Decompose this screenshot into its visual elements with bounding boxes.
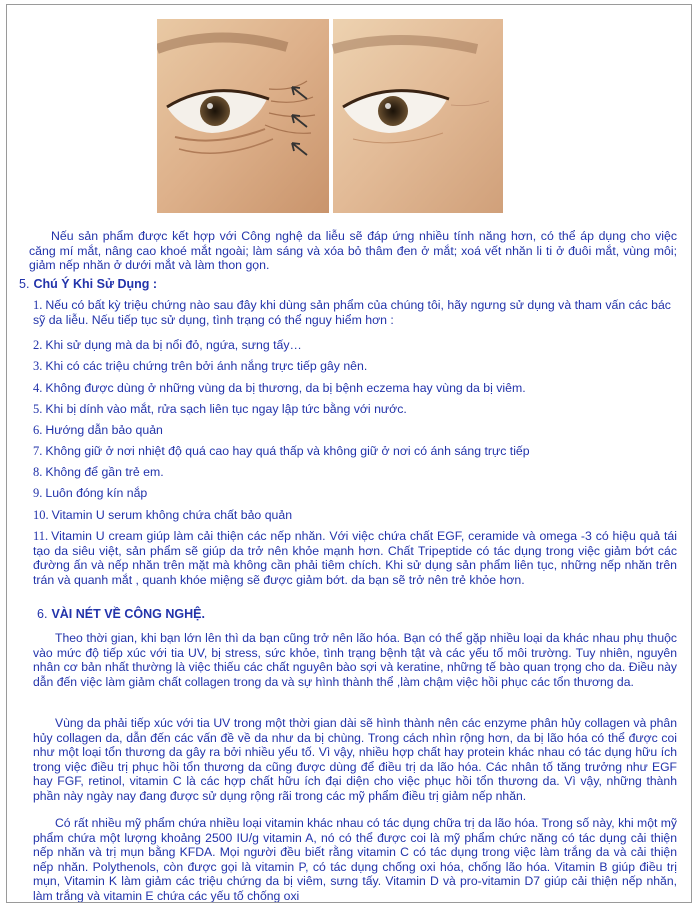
list-item: 6. Hướng dẫn bảo quản: [33, 423, 163, 437]
list-item: 7. Không giữ ở nơi nhiệt độ quá cao hay quá thấp và không giữ ở nơi có ánh sáng trực tiếp: [33, 444, 530, 458]
list-item: 11. Vitamin U cream giúp làm cải thiện các nếp nhăn. Với việc chứa chất EGF, ceramide và omega -3 có hiệu quả tái tạo da siêu việt, sản phẩm sẽ giúp da trở nên khỏe mạnh hơn. Chất Tripeptide có tác dụng trong việc giảm bớt các đường ấn và nếp nhăn trên mặt mà không cần phải tiêm chích. Khi sử dụng sản phẩm liên tục, những nếp nhăn trên trán và quanh mắt , quanh khóe miệng sẽ được giảm bớt. da bạn sẽ trở nên trẻ khỏe hơn.: [33, 529, 677, 587]
before-after-eye-image: [157, 19, 503, 213]
document-page: [6, 4, 692, 903]
list-item: 2. Khi sử dụng mà da bị nổi đỏ, ngứa, sưng tấy…: [33, 338, 302, 352]
body-paragraph: Theo thời gian, khi bạn lớn lên thì da bạn cũng trở nên lão hóa. Bạn có thể gặp nhiều loại da khác nhau phụ thuộc vào mức độ tiếp xúc với tia UV, bị stress, sức khỏe, tình trạng bệnh tật và các yếu tố môi trường. Tuy nhiên, nguyên nhân cơ bản nhất thường là việc thiếu các chất nguyên bào sợi và keratine, những tế bào quan trọng cho da. Điều này dẫn đến việc làm giảm chất collagen trong da và sự hình thành thể ,làm chậm việc hồi phục các tổn thương da.: [33, 631, 677, 689]
section-6-number: 6.: [37, 607, 48, 621]
section-6-title: VÀI NÉT VỀ CÔNG NGHỆ.: [51, 607, 205, 621]
list-item: 8. Không để gần trẻ em.: [33, 465, 164, 479]
intro-paragraph: Nếu sản phẩm được kết hợp với Công nghệ da liễu sẽ đáp ứng nhiều tính năng hơn, có thể áp dụng cho việc căng mí mắt, nâng cao khoé mắt ngoài; làm sáng và xóa bỏ thâm đen ở mắt; xoá vết nhăn li ti ở đuôi mắt, vùng môi; giảm nếp nhăn ở dưới mắt và làm thon gọn.: [29, 229, 677, 273]
list-item: 9. Luôn đóng kín nắp: [33, 486, 148, 500]
list-item: 4. Không được dùng ở những vùng da bị thương, da bị bệnh eczema hay vùng da bị viêm.: [33, 381, 526, 395]
section-5-number: 5.: [19, 277, 30, 291]
body-paragraph: Vùng da phải tiếp xúc với tia UV trong một thời gian dài sẽ hình thành nên các enzyme phân hủy collagen và phân hủy collagen da, dẫn đến các vấn đề về da như da bị chùng. Trong cách nhìn rộng hơn, da bị lão hóa có thể được coi như một loại tổn thương da gây ra bởi nhiều yếu tố. Vì vậy, nhiều hợp chất hay protein khác nhau có tác dụng hữu ích trong việc điều trị phục hồi tổn thương da cũng được dùng để điều trị da lão hóa. Các nhân tố tăng trưởng như EGF hay FGF, retinol, vitamin C là các hợp chất hữu ích đại diện cho việc phục hồi tổn thương da. Vì vậy, những thành phần này ngày nay đang được sử dụng rộng rãi trong các mỹ phẩm điều trị giảm nếp nhăn.: [33, 716, 677, 803]
body-paragraph: Có rất nhiều mỹ phẩm chứa nhiều loại vitamin khác nhau có tác dụng chữa trị da lão hóa. Trong số này, khi một mỹ phẩm chứa một lượng khoảng 2500 IU/g vitamin A, nó có thể được coi là mỹ phẩm chức năng có tác dụng cải thiện nếp nhăn và trị mụn bằng KFDA. Mọi người đều biết rằng vitamin C có tác dụng trong việc làm trắng da và cải thiện nếp nhăn. Polythenols, còn được gọi là vitamin P, có tác dụng chống oxi hóa, chống lão hóa. Vitamin B giúp điều trị mụn, Vitamin K làm giảm các triệu chứng da bị viêm, sưng tấy. Vitamin D và pro-vitamin D7 giúp cải thiện nếp nhăn, làm trắng và vitamin E chứa các yếu tố chống oxi: [33, 816, 677, 903]
list-item: 10. Vitamin U serum không chứa chất bảo quản: [33, 508, 293, 522]
section-6-heading: [37, 607, 205, 621]
section-5-heading: [19, 277, 157, 291]
list-item: 1. Nếu có bất kỳ triệu chứng nào sau đây khi dùng sản phẩm của chúng tôi, hãy ngưng sử dụng và tham vấn các bác sỹ da liễu. Nếu tiếp tục sử dụng, tình trạng có thể nguy hiểm hơn :: [33, 298, 671, 327]
list-item: 5. Khi bị dính vào mắt, rửa sạch liên tục ngay lập tức bằng với nước.: [33, 402, 407, 416]
list-item: 3. Khi có các triệu chứng trên bởi ánh nắng trực tiếp gây nên.: [33, 359, 368, 373]
section-5-title: Chú Ý Khi Sử Dụng :: [33, 277, 158, 291]
